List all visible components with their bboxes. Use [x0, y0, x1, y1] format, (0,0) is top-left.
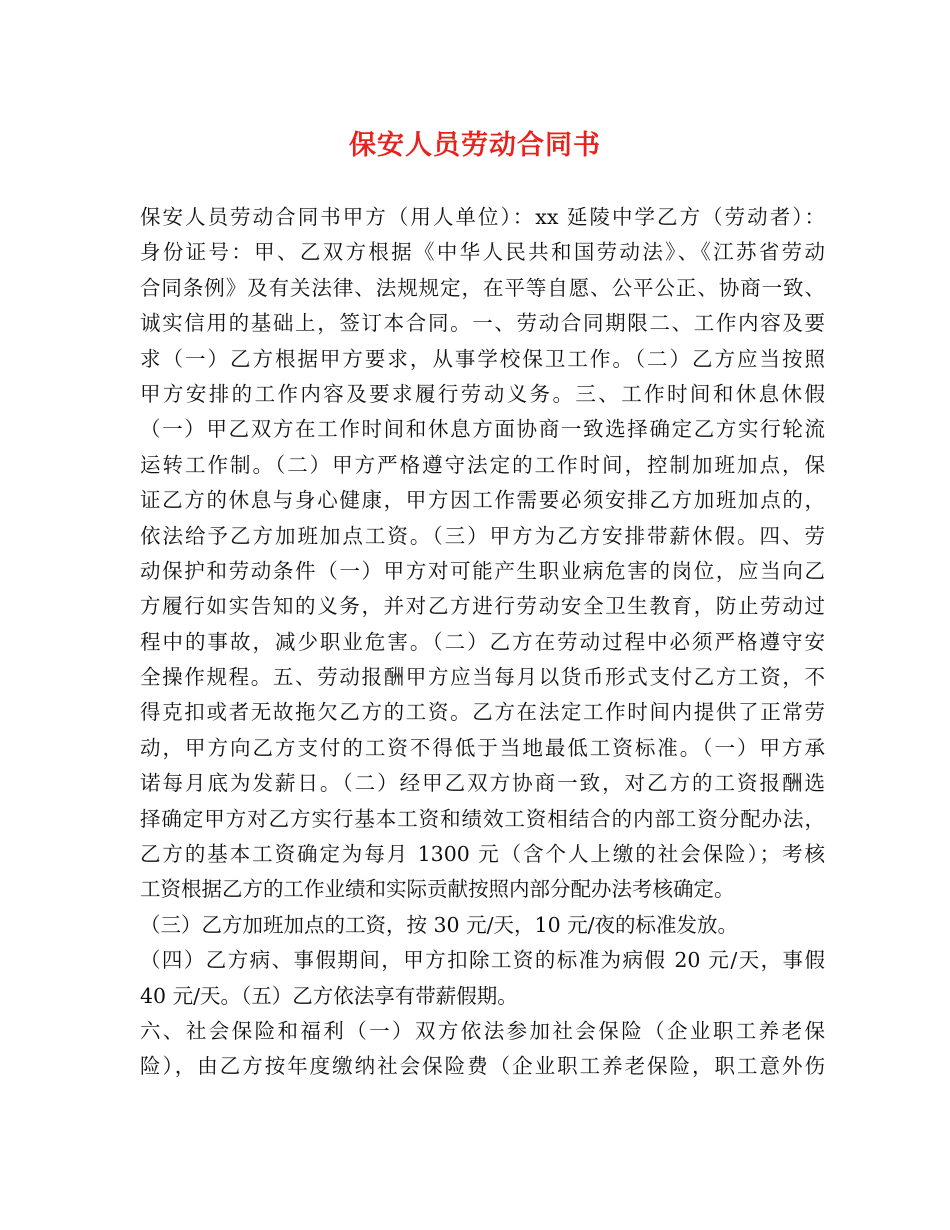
paragraph-line: 求（一）乙方根据甲方要求，从事学校保卫工作。（二）乙方应当按照 — [140, 346, 825, 371]
paragraph-line: 运转工作制。（二）甲方严格遵守法定的工作时间，控制加班加点，保 — [140, 452, 825, 477]
paragraph-line: 方履行如实告知的义务，并对乙方进行劳动安全卫生教育，防止劳动过 — [140, 594, 825, 619]
paragraph-line: 身份证号：甲、乙双方根据《中华人民共和国劳动法》、《江苏省劳动 — [140, 240, 825, 265]
paragraph-line: 保安人员劳动合同书甲方（用人单位）：xx 延陵中学乙方（劳动者）： — [140, 205, 825, 229]
document-title: 保安人员劳动合同书 — [349, 130, 601, 161]
paragraph-line: 六、社会保险和福利（一）双方依法参加社会保险（企业职工养老保 — [140, 1018, 825, 1043]
paragraph-line: 工资根据乙方的工作业绩和实际贡献按照内部分配办法考核确定。 — [140, 877, 735, 902]
paragraph-line: 得克扣或者无故拖欠乙方的工资。乙方在法定工作时间内提供了正常劳 — [140, 700, 825, 725]
paragraph-line: 险），由乙方按年度缴纳社会保险费（企业职工养老保险，职工意外伤 — [140, 1054, 825, 1079]
paragraph-line: 诚实信用的基础上，签订本合同。一、劳动合同期限二、工作内容及要 — [140, 311, 825, 336]
paragraph-line: 择确定甲方对乙方实行基本工资和绩效工资相结合的内部工资分配办法， — [140, 806, 825, 831]
paragraph-line: （一）甲乙双方在工作时间和休息方面协商一致选择确定乙方实行轮流 — [140, 417, 825, 442]
paragraph-line: （三）乙方加班加点的工资，按 30 元/天，10 元/夜的标准发放。 — [140, 912, 739, 937]
paragraph-line: 程中的事故，减少职业危害。（二）乙方在劳动过程中必须严格遵守安 — [140, 629, 825, 654]
paragraph-line: （四）乙方病、事假期间，甲方扣除工资的标准为病假 20 元/天，事假 — [140, 948, 825, 973]
paragraph-line: 依法给予乙方加班加点工资。（三）甲方为乙方安排带薪休假。四、劳 — [140, 523, 825, 548]
document-body — [140, 200, 825, 1085]
paragraph-line: 证乙方的休息与身心健康，甲方因工作需要必须安排乙方加班加点的， — [140, 488, 825, 513]
paragraph-line: 合同条例》及有关法律、法规规定，在平等自愿、公平公正、协商一致、 — [140, 275, 825, 300]
paragraph-line: 40 元/天。（五）乙方依法享有带薪假期。 — [140, 983, 518, 1008]
paragraph-line: 动，甲方向乙方支付的工资不得低于当地最低工资标准。（一）甲方承 — [140, 735, 825, 760]
paragraph-line: 甲方安排的工作内容及要求履行劳动义务。三、工作时间和休息休假 — [140, 381, 825, 406]
paragraph-line: 乙方的基本工资确定为每月 1300 元（含个人上缴的社会保险）；考核 — [140, 842, 825, 867]
paragraph-line: 诺每月底为发薪日。（二）经甲乙双方协商一致，对乙方的工资报酬选 — [140, 771, 825, 796]
paragraph-line: 全操作规程。五、劳动报酬甲方应当每月以货币形式支付乙方工资，不 — [140, 665, 825, 690]
paragraph-line: 动保护和劳动条件（一）甲方对可能产生职业病危害的岗位，应当向乙 — [140, 558, 825, 583]
